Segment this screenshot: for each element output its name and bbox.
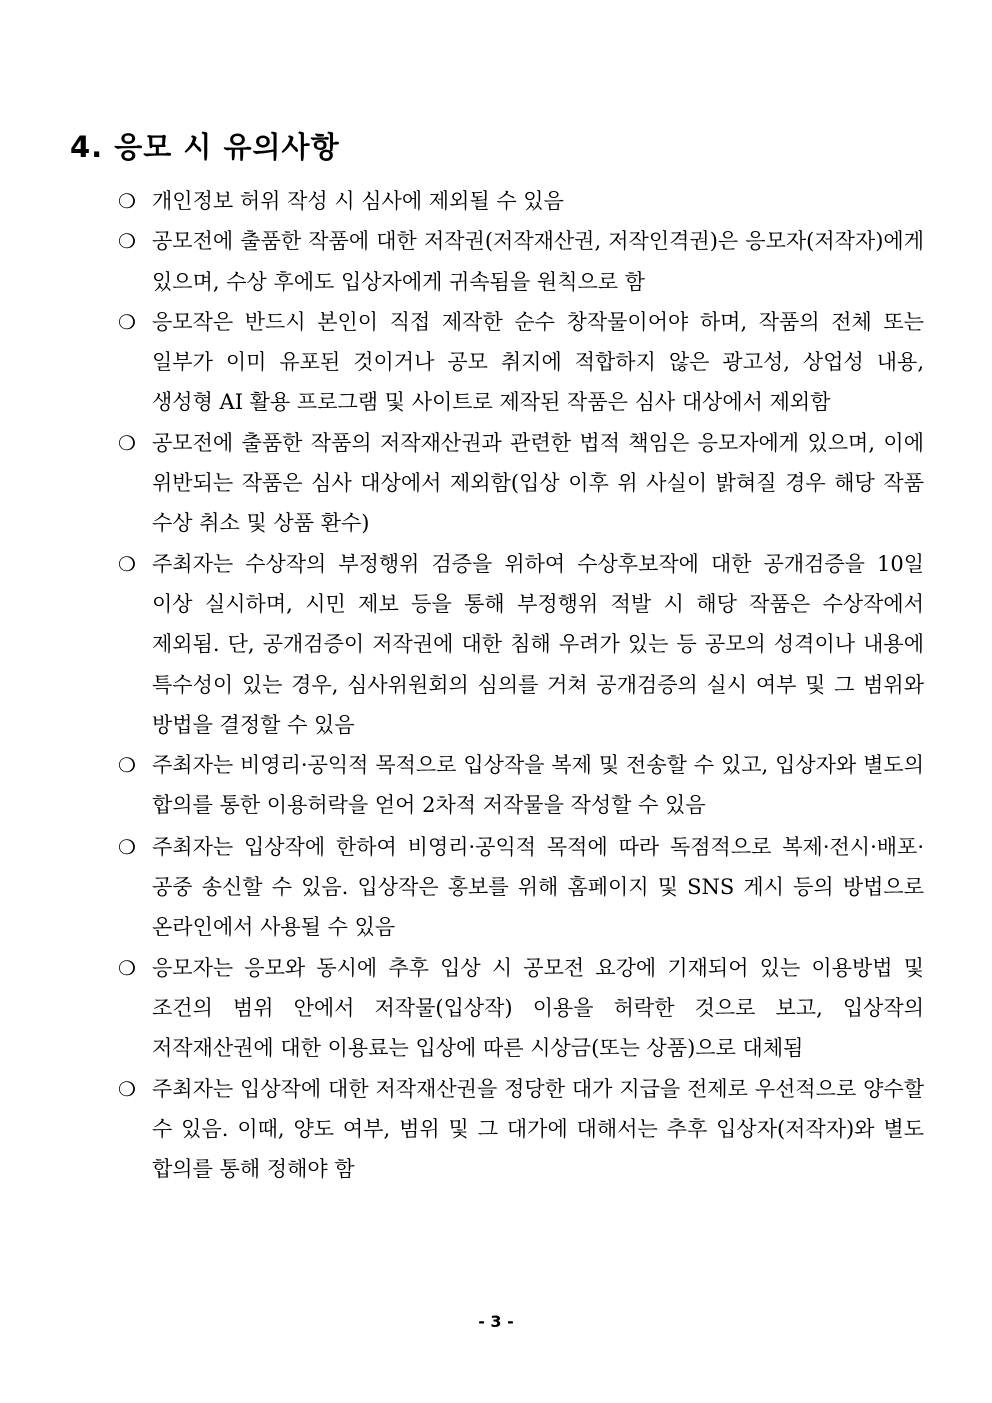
note-item	[118, 423, 924, 544]
circle-bullet-icon: ❍	[118, 955, 136, 980]
note-text: 응모작은 반드시 본인이 직접 제작한 순수 창작물이어야 하며, 작품의 전체 또는 일부가 이미 유포된 것이거나 공모 취지에 적합하지 않은 광고성, 상업성 내용, 생성형 AI 활용 프로그램 및 사이트로 제작된 작품은 심사 대상에서 제외함	[152, 309, 924, 415]
page-number: - 3 -	[478, 1312, 514, 1331]
note-item	[118, 544, 924, 745]
section-title: 4. 응모 시 유의사항	[70, 130, 340, 164]
note-text: 응모자는 응모와 동시에 추후 입상 시 공모전 요강에 기재되어 있는 이용방법 및 조건의 범위 안에서 저작물(입상작) 이용을 허락한 것으로 보고, 입상작의 저작재산권에 대한 이용료는 입상에 따른 시상금(또는 상품)으로 대체됨	[152, 955, 924, 1061]
circle-bullet-icon: ❍	[118, 551, 136, 576]
note-item	[118, 948, 924, 1069]
circle-bullet-icon: ❍	[118, 1076, 136, 1101]
note-text: 주최자는 입상작에 한하여 비영리·공익적 목적에 따라 독점적으로 복제·전시·배포·공중 송신할 수 있음. 입상작은 홍보를 위해 홈페이지 및 SNS 게시 등의 방법으로 온라인에서 사용될 수 있음	[152, 834, 924, 940]
note-item	[118, 827, 924, 948]
circle-bullet-icon: ❍	[118, 309, 136, 334]
note-text: 주최자는 비영리·공익적 목적으로 입상작을 복제 및 전송할 수 있고, 입상자와 별도의 합의를 통한 이용허락을 얻어 2차적 저작물을 작성할 수 있음	[152, 753, 924, 818]
note-item	[118, 1069, 924, 1190]
note-item	[118, 181, 924, 221]
circle-bullet-icon: ❍	[118, 834, 136, 859]
note-item	[118, 745, 924, 826]
note-item	[118, 221, 924, 302]
circle-bullet-icon: ❍	[118, 753, 136, 778]
note-text: 개인정보 허위 작성 시 심사에 제외될 수 있음	[152, 189, 564, 213]
note-item	[118, 302, 924, 423]
note-text: 공모전에 출품한 작품의 저작재산권과 관련한 법적 책임은 응모자에게 있으며, 이에 위반되는 작품은 심사 대상에서 제외함(입상 이후 위 사실이 밝혀질 경우 해당 작품 수상 취소 및 상품 환수)	[152, 430, 924, 536]
circle-bullet-icon: ❍	[118, 189, 136, 213]
note-text: 공모전에 출품한 작품에 대한 저작권(저작재산권, 저작인격권)은 응모자(저작자)에게 있으며, 수상 후에도 입상자에게 귀속됨을 원칙으로 함	[152, 229, 924, 294]
circle-bullet-icon: ❍	[118, 229, 136, 254]
notes-list	[118, 181, 924, 1189]
note-text: 주최자는 수상작의 부정행위 검증을 위하여 수상후보작에 대한 공개검증을 10일 이상 실시하며, 시민 제보 등을 통해 부정행위 적발 시 해당 작품은 수상작에서 제외됨. 단, 공개검증이 저작권에 대한 침해 우려가 있는 등 공모의 성격이나 내용에 특수성이 있는 경우, 심사위원회의 심의를 거쳐 공개검증의 실시 여부 및 그 범위와 방법을 결정할 수 있음	[152, 551, 924, 737]
note-text: 주최자는 입상작에 대한 저작재산권을 정당한 대가 지급을 전제로 우선적으로 양수할 수 있음. 이때, 양도 여부, 범위 및 그 대가에 대해서는 추후 입상자(저작자)와 별도 합의를 통해 정해야 함	[152, 1076, 924, 1182]
circle-bullet-icon: ❍	[118, 430, 136, 455]
